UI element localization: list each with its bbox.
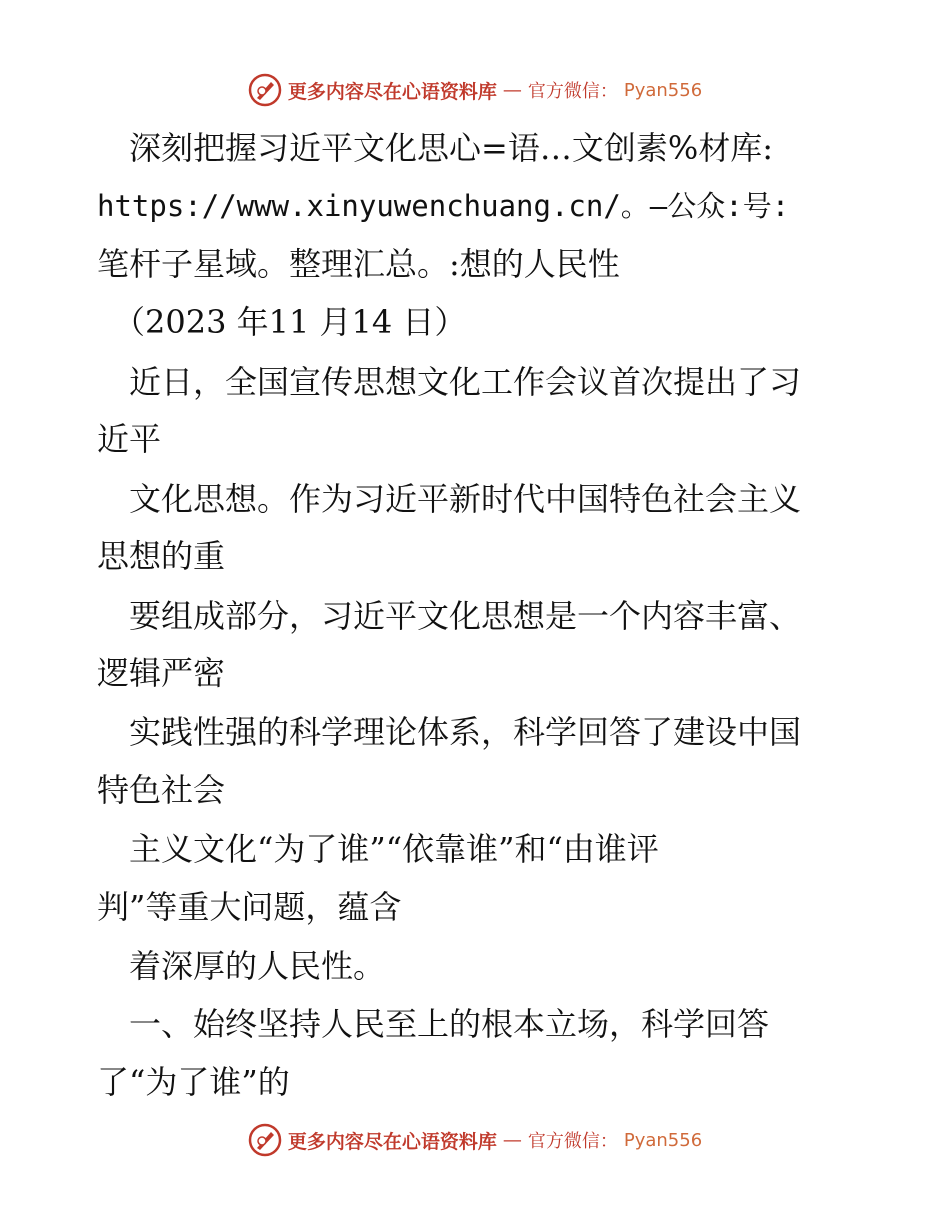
date-line: （2023 年11 月14 日）: [97, 303, 467, 341]
text-line: 要组成部分，习近平文化思想是一个内容丰富、: [97, 597, 802, 635]
footer-watermark: [0, 1120, 950, 1160]
text-line: 实践性强的科学理论体系，科学回答了建设中国: [97, 713, 802, 751]
text-line: 思想的重: [97, 537, 226, 575]
watermark-main-text: 更多内容尽在心语资料库: [287, 80, 497, 103]
text-line: 笔杆子星域。整理汇总。:想的人民性: [97, 245, 620, 283]
watermark-dash: —: [502, 1129, 522, 1151]
text-line: 逻辑严密: [97, 654, 226, 692]
section-heading-line: 一、始终坚持人民至上的根本立场，科学回答: [97, 1005, 770, 1043]
section-heading-line: 了“为了谁”的: [97, 1063, 290, 1101]
text-line: 主义文化“为了谁”“依靠谁”和“由谁评: [97, 830, 659, 868]
watermark-wechat-label: 官方微信：: [527, 1131, 618, 1152]
text-line: 特色社会: [97, 771, 226, 809]
text-line: 近日，全国宣传思想文化工作会议首次提出了习: [97, 363, 802, 401]
watermark-dash: —: [502, 79, 522, 101]
watermark-wechat-id: Pyan556: [623, 79, 703, 101]
text-line: 着深厚的人民性。: [97, 947, 386, 985]
text-line: https://www.xinyuwenchuang.cn/。—公众:号:: [97, 189, 790, 223]
text-line: 判”等重大问题，蕴含: [97, 888, 402, 926]
text-line: 深刻把握习近平文化思心=语…文创素%材库:: [97, 129, 774, 167]
watermark-wechat-id: Pyan556: [623, 1129, 703, 1151]
header-watermark: [0, 70, 950, 110]
text-line: 文化思想。作为习近平新时代中国特色社会主义: [97, 480, 802, 518]
text-line: 近平: [97, 420, 162, 458]
pen-logo-icon: [248, 1123, 282, 1157]
watermark-wechat-label: 官方微信：: [527, 81, 618, 102]
pen-logo-icon: [248, 73, 282, 107]
watermark-main-text: 更多内容尽在心语资料库: [287, 1130, 497, 1153]
